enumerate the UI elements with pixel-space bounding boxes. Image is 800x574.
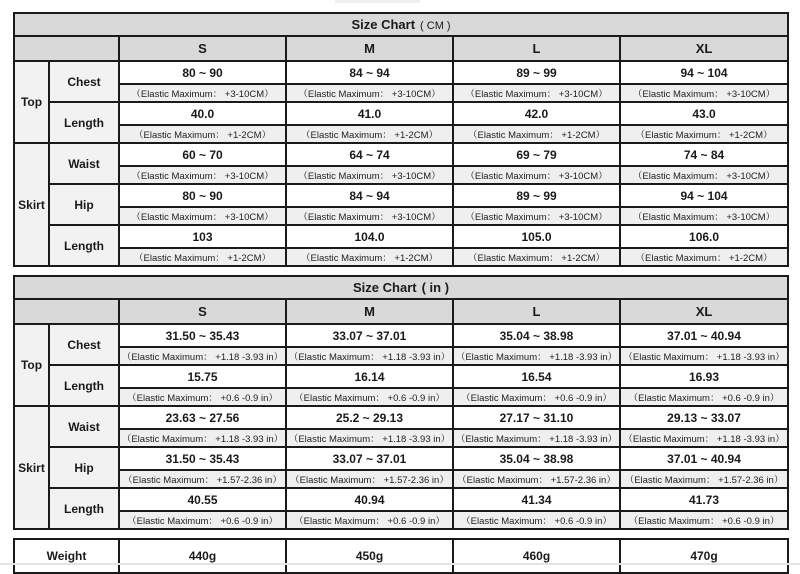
table-title-unit: ( CM ): [420, 20, 451, 32]
measure-value: 37.01 ~ 40.94: [620, 447, 788, 470]
header-blank-cell: [14, 36, 119, 61]
elastic-note: （Elastic Maximum： +1-2CM）: [620, 125, 788, 143]
table-title-main: Size Chart: [353, 280, 417, 295]
size-col-header: M: [286, 299, 453, 324]
elastic-note: （Elastic Maximum： +3-10CM）: [286, 207, 453, 225]
elastic-note: （Elastic Maximum： +3-10CM）: [286, 166, 453, 184]
elastic-note: （Elastic Maximum： +0.6 -0.9 in）: [119, 388, 286, 406]
measure-value: 84 ~ 94: [286, 61, 453, 84]
measure-value: 80 ~ 90: [119, 184, 286, 207]
elastic-note: （Elastic Maximum： +3-10CM）: [286, 84, 453, 102]
elastic-note: （Elastic Maximum： +1.57-2.36 in）: [453, 470, 620, 488]
measure-value: 42.0: [453, 102, 620, 125]
elastic-note: （Elastic Maximum： +1-2CM）: [119, 248, 286, 266]
group-label: Top: [14, 61, 49, 143]
group-label: Skirt: [14, 143, 49, 266]
table-title: [14, 13, 788, 36]
table-title-main: Size Chart: [351, 17, 416, 32]
elastic-note: （Elastic Maximum： +3-10CM）: [620, 207, 788, 225]
size-col-header: S: [119, 36, 286, 61]
weight-value: 450g: [286, 539, 453, 573]
size-col-header: L: [453, 299, 620, 324]
elastic-note: （Elastic Maximum： +0.6 -0.9 in）: [620, 388, 788, 406]
elastic-note: （Elastic Maximum： +1.18 -3.93 in）: [620, 347, 788, 365]
elastic-note: （Elastic Maximum： +1-2CM）: [286, 125, 453, 143]
weight-value: 460g: [453, 539, 620, 573]
measure-value: 27.17 ~ 31.10: [453, 406, 620, 429]
measure-value: 89 ~ 99: [453, 184, 620, 207]
measure-value: 94 ~ 104: [620, 184, 788, 207]
measure-value: 106.0: [620, 225, 788, 248]
measure-value: 29.13 ~ 33.07: [620, 406, 788, 429]
elastic-note: （Elastic Maximum： +1-2CM）: [286, 248, 453, 266]
measure-value: 25.2 ~ 29.13: [286, 406, 453, 429]
measure-value: 64 ~ 74: [286, 143, 453, 166]
header-blank-cell: [14, 299, 119, 324]
measure-value: 104.0: [286, 225, 453, 248]
measure-value: 40.0: [119, 102, 286, 125]
elastic-note: （Elastic Maximum： +3-10CM）: [119, 207, 286, 225]
row-label: Length: [49, 102, 119, 143]
row-label: Waist: [49, 406, 119, 447]
elastic-note: （Elastic Maximum： +0.6 -0.9 in）: [286, 388, 453, 406]
elastic-note: （Elastic Maximum： +1.18 -3.93 in）: [453, 429, 620, 447]
elastic-note: （Elastic Maximum： +1.18 -3.93 in）: [453, 347, 620, 365]
measure-value: 16.14: [286, 365, 453, 388]
weight-value: 440g: [119, 539, 286, 573]
elastic-note: （Elastic Maximum： +1-2CM）: [453, 248, 620, 266]
measure-value: 41.73: [620, 488, 788, 511]
row-label: Length: [49, 225, 119, 266]
elastic-note: （Elastic Maximum： +3-10CM）: [119, 166, 286, 184]
elastic-note: （Elastic Maximum： +0.6 -0.9 in）: [620, 511, 788, 529]
measure-value: 41.34: [453, 488, 620, 511]
measure-value: 33.07 ~ 37.01: [286, 324, 453, 347]
measure-value: 23.63 ~ 27.56: [119, 406, 286, 429]
elastic-note: （Elastic Maximum： +3-10CM）: [119, 84, 286, 102]
table-title-unit: ( in ): [421, 280, 450, 295]
size-chart-table-in: [13, 275, 789, 530]
size-col-header: XL: [620, 36, 788, 61]
elastic-note: （Elastic Maximum： +1-2CM）: [620, 248, 788, 266]
measure-value: 15.75: [119, 365, 286, 388]
group-label: Skirt: [14, 406, 49, 529]
measure-value: 89 ~ 99: [453, 61, 620, 84]
measure-value: 37.01 ~ 40.94: [620, 324, 788, 347]
measure-value: 31.50 ~ 35.43: [119, 447, 286, 470]
size-col-header: XL: [620, 299, 788, 324]
measure-value: 84 ~ 94: [286, 184, 453, 207]
size-col-header: S: [119, 299, 286, 324]
elastic-note: （Elastic Maximum： +0.6 -0.9 in）: [453, 511, 620, 529]
elastic-note: （Elastic Maximum： +3-10CM）: [453, 84, 620, 102]
row-label: Chest: [49, 324, 119, 365]
measure-value: 69 ~ 79: [453, 143, 620, 166]
size-chart-page: [13, 12, 787, 574]
measure-value: 94 ~ 104: [620, 61, 788, 84]
measure-value: 16.54: [453, 365, 620, 388]
group-label: Top: [14, 324, 49, 406]
elastic-note: （Elastic Maximum： +1.18 -3.93 in）: [286, 429, 453, 447]
row-label: Hip: [49, 447, 119, 488]
elastic-note: （Elastic Maximum： +3-10CM）: [620, 84, 788, 102]
elastic-note: （Elastic Maximum： +3-10CM）: [620, 166, 788, 184]
measure-value: 33.07 ~ 37.01: [286, 447, 453, 470]
size-col-header: M: [286, 36, 453, 61]
measure-value: 35.04 ~ 38.98: [453, 324, 620, 347]
row-label: Hip: [49, 184, 119, 225]
elastic-note: （Elastic Maximum： +0.6 -0.9 in）: [453, 388, 620, 406]
measure-value: 40.94: [286, 488, 453, 511]
measure-value: 74 ~ 84: [620, 143, 788, 166]
size-col-header: L: [453, 36, 620, 61]
table-title: [14, 276, 788, 299]
elastic-note: （Elastic Maximum： +3-10CM）: [453, 207, 620, 225]
weight-label: Weight: [14, 539, 119, 573]
page-divider-line: [0, 563, 800, 565]
measure-value: 35.04 ~ 38.98: [453, 447, 620, 470]
elastic-note: （Elastic Maximum： +1.57-2.36 in）: [620, 470, 788, 488]
row-label: Length: [49, 365, 119, 406]
row-label: Waist: [49, 143, 119, 184]
elastic-note: （Elastic Maximum： +1.57-2.36 in）: [119, 470, 286, 488]
elastic-note: （Elastic Maximum： +1.57-2.36 in）: [286, 470, 453, 488]
weight-value: 470g: [620, 539, 788, 573]
elastic-note: （Elastic Maximum： +3-10CM）: [453, 166, 620, 184]
measure-value: 43.0: [620, 102, 788, 125]
size-chart-table-cm: [13, 12, 789, 267]
measure-value: 41.0: [286, 102, 453, 125]
measure-value: 16.93: [620, 365, 788, 388]
elastic-note: （Elastic Maximum： +0.6 -0.9 in）: [119, 511, 286, 529]
weight-table: [13, 538, 789, 574]
measure-value: 40.55: [119, 488, 286, 511]
elastic-note: （Elastic Maximum： +1.18 -3.93 in）: [119, 429, 286, 447]
elastic-note: （Elastic Maximum： +1-2CM）: [453, 125, 620, 143]
measure-value: 31.50 ~ 35.43: [119, 324, 286, 347]
elastic-note: （Elastic Maximum： +1.18 -3.93 in）: [620, 429, 788, 447]
elastic-note: （Elastic Maximum： +1-2CM）: [119, 125, 286, 143]
page-top-artifact: [335, 0, 420, 3]
row-label: Length: [49, 488, 119, 529]
elastic-note: （Elastic Maximum： +1.18 -3.93 in）: [286, 347, 453, 365]
elastic-note: （Elastic Maximum： +0.6 -0.9 in）: [286, 511, 453, 529]
measure-value: 105.0: [453, 225, 620, 248]
measure-value: 103: [119, 225, 286, 248]
measure-value: 80 ~ 90: [119, 61, 286, 84]
measure-value: 60 ~ 70: [119, 143, 286, 166]
row-label: Chest: [49, 61, 119, 102]
elastic-note: （Elastic Maximum： +1.18 -3.93 in）: [119, 347, 286, 365]
